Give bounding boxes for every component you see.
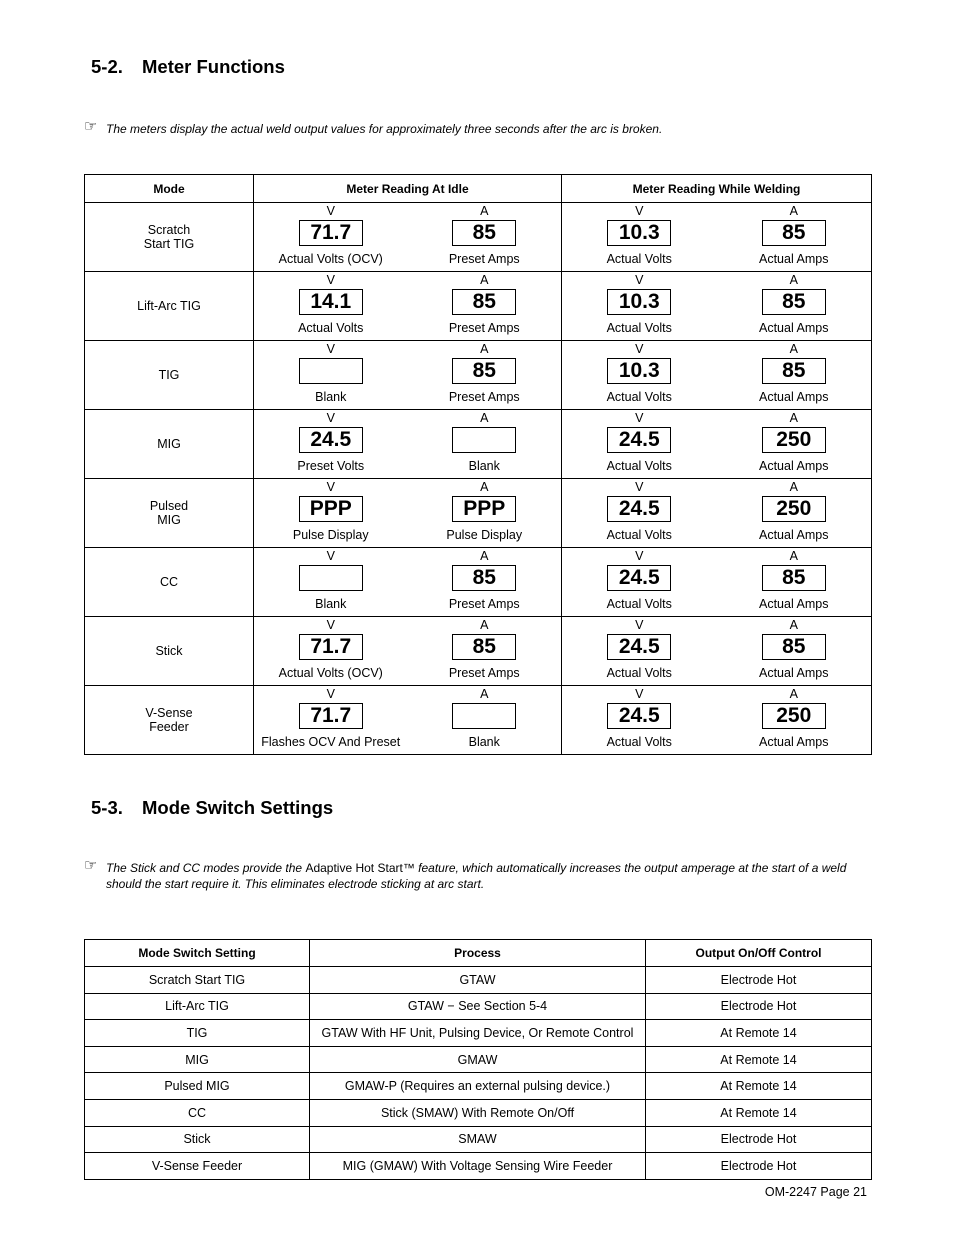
- welding-reading-cell: [562, 203, 872, 272]
- voltmeter: [254, 479, 408, 547]
- ammeter: [717, 203, 872, 271]
- meter-label: Blank: [315, 390, 347, 404]
- mode-switch-setting-cell: Pulsed MIG: [85, 1073, 310, 1100]
- meter-label: Actual Amps: [759, 459, 829, 473]
- mode-switch-setting-cell: Stick: [85, 1126, 310, 1153]
- column-header-mode: Mode: [85, 175, 254, 203]
- meter-display: 10.3: [607, 289, 671, 315]
- voltmeter: [254, 686, 408, 754]
- output-control-cell: Electrode Hot: [646, 1153, 872, 1180]
- output-control-cell: At Remote 14: [646, 1020, 872, 1047]
- meter-display: 24.5: [607, 703, 671, 729]
- meter-unit: V: [635, 687, 644, 701]
- table-row: [85, 993, 872, 1020]
- meter-label: Actual Volts (OCV): [278, 666, 383, 680]
- voltmeter: [254, 548, 408, 616]
- meter-label: Actual Amps: [759, 528, 829, 542]
- meter-unit: A: [789, 204, 798, 218]
- process-cell: GMAW: [310, 1046, 646, 1073]
- mode-name: Feeder: [149, 720, 189, 734]
- meter-label: Pulse Display: [446, 528, 523, 542]
- pointing-hand-icon: ☞: [84, 857, 98, 874]
- mode-cell: [85, 203, 254, 272]
- table-row: [85, 548, 872, 617]
- mode-name: MIG: [157, 513, 181, 527]
- meter-unit: A: [789, 411, 798, 425]
- mode-switch-setting-cell: CC: [85, 1099, 310, 1126]
- meter-display: 24.5: [607, 496, 671, 522]
- mode-switch-setting-cell: Scratch Start TIG: [85, 967, 310, 994]
- table-row: [85, 1046, 872, 1073]
- meter-display: 10.3: [607, 358, 671, 384]
- ammeter: [717, 479, 872, 547]
- table-row: [85, 1099, 872, 1126]
- meter-display: 85: [452, 289, 516, 315]
- meter-display: 10.3: [607, 220, 671, 246]
- meter-unit: V: [635, 618, 644, 632]
- meter-label: Preset Volts: [297, 459, 365, 473]
- voltmeter: [254, 272, 408, 340]
- meter-unit: V: [635, 342, 644, 356]
- page-footer: OM-2247 Page 21: [764, 1185, 867, 1199]
- meter-label: Blank: [315, 597, 347, 611]
- meter-label: Actual Amps: [759, 252, 829, 266]
- idle-reading-cell: [254, 203, 562, 272]
- column-header-process: Process: [310, 940, 646, 967]
- mode-switch-setting-cell: TIG: [85, 1020, 310, 1047]
- mode-switch-setting-cell: Lift-Arc TIG: [85, 993, 310, 1020]
- meter-label: Actual Volts: [606, 528, 672, 542]
- mode-name: Scratch: [147, 223, 191, 237]
- meter-unit: V: [326, 480, 335, 494]
- output-control-cell: At Remote 14: [646, 1046, 872, 1073]
- ammeter: [408, 548, 562, 616]
- process-cell: GTAW With HF Unit, Pulsing Device, Or Remote Control: [310, 1020, 646, 1047]
- meter-display: [452, 427, 516, 453]
- idle-reading-cell: [254, 686, 562, 755]
- process-cell: GTAW − See Section 5-4: [310, 993, 646, 1020]
- ammeter: [408, 341, 562, 409]
- meter-unit: A: [789, 480, 798, 494]
- welding-reading-cell: [562, 410, 872, 479]
- meter-label: Actual Volts: [298, 321, 364, 335]
- voltmeter: [254, 410, 408, 478]
- meter-display: 24.5: [607, 427, 671, 453]
- meter-display: 85: [452, 220, 516, 246]
- meter-unit: V: [326, 411, 335, 425]
- section-title-text: Mode Switch Settings: [142, 797, 334, 818]
- voltmeter: [254, 203, 408, 271]
- meter-label: Blank: [468, 735, 500, 749]
- mode-name: Start TIG: [143, 237, 195, 251]
- idle-reading-cell: [254, 272, 562, 341]
- meter-label: Preset Amps: [448, 597, 520, 611]
- table-row: [85, 617, 872, 686]
- idle-reading-cell: [254, 617, 562, 686]
- meter-display: 85: [762, 358, 826, 384]
- note-text: [106, 860, 874, 892]
- meter-display: 24.5: [607, 565, 671, 591]
- meter-unit: V: [326, 273, 335, 287]
- meter-display: 71.7: [299, 703, 363, 729]
- table-row: [85, 1153, 872, 1180]
- idle-reading-cell: [254, 479, 562, 548]
- meter-unit: A: [789, 342, 798, 356]
- meter-label: Actual Amps: [759, 390, 829, 404]
- meter-unit: V: [326, 204, 335, 218]
- ammeter: [408, 203, 562, 271]
- ammeter: [717, 341, 872, 409]
- meter-display: PPP: [452, 496, 516, 522]
- table-row: [85, 1073, 872, 1100]
- process-cell: MIG (GMAW) With Voltage Sensing Wire Feeder: [310, 1153, 646, 1180]
- table-header-row: [85, 175, 872, 203]
- ammeter: [408, 410, 562, 478]
- section-number: 5-2.: [91, 56, 123, 77]
- ammeter: [717, 410, 872, 478]
- column-header-idle: Meter Reading At Idle: [254, 175, 562, 203]
- meter-label: Actual Volts (OCV): [278, 252, 383, 266]
- meter-display: 71.7: [299, 220, 363, 246]
- meter-label: Actual Volts: [606, 597, 672, 611]
- note-text: The meters display the actual weld output values for approximately three seconds after the arc is broken.: [106, 122, 663, 136]
- table-row: [85, 1126, 872, 1153]
- note-meter-hold: [84, 118, 874, 137]
- mode-name: Pulsed: [149, 499, 189, 513]
- meter-display: 24.5: [299, 427, 363, 453]
- welding-reading-cell: [562, 617, 872, 686]
- output-control-cell: Electrode Hot: [646, 967, 872, 994]
- meter-unit: V: [635, 480, 644, 494]
- process-cell: GMAW-P (Requires an external pulsing device.): [310, 1073, 646, 1100]
- meter-unit: V: [635, 204, 644, 218]
- mode-switch-setting-cell: V-Sense Feeder: [85, 1153, 310, 1180]
- table-row: [85, 341, 872, 410]
- voltmeter: [254, 341, 408, 409]
- welding-reading-cell: [562, 341, 872, 410]
- table-row: [85, 203, 872, 272]
- table-row: [85, 410, 872, 479]
- meter-display: 14.1: [299, 289, 363, 315]
- meter-display: 85: [452, 634, 516, 660]
- meter-label: Actual Amps: [759, 666, 829, 680]
- mode-cell: [85, 617, 254, 686]
- voltmeter: [254, 617, 408, 685]
- output-control-cell: Electrode Hot: [646, 1126, 872, 1153]
- table-row: [85, 967, 872, 994]
- ammeter: [408, 617, 562, 685]
- voltmeter: [562, 686, 717, 754]
- meter-unit: A: [480, 273, 489, 287]
- meter-unit: A: [789, 549, 798, 563]
- ammeter: [408, 479, 562, 547]
- meter-label: Actual Volts: [606, 252, 672, 266]
- meter-label: Actual Amps: [759, 597, 829, 611]
- note-text-part: feature, which automatically increases the output amperage at the start of a weld should the start require it. This eliminates electrode sticking at arc start.: [106, 861, 847, 891]
- meter-display: 85: [452, 358, 516, 384]
- meter-label: Actual Amps: [759, 321, 829, 335]
- meter-display: 250: [762, 427, 826, 453]
- meter-unit: A: [480, 480, 489, 494]
- voltmeter: [562, 479, 717, 547]
- meter-unit: V: [326, 618, 335, 632]
- mode-cell: [85, 479, 254, 548]
- output-control-cell: Electrode Hot: [646, 993, 872, 1020]
- meter-label: Preset Amps: [448, 321, 520, 335]
- mode-cell: [85, 272, 254, 341]
- meter-unit: A: [480, 411, 489, 425]
- table-row: [85, 686, 872, 755]
- welding-reading-cell: [562, 686, 872, 755]
- mode-name: Lift-Arc TIG: [137, 299, 201, 313]
- meter-display: 250: [762, 496, 826, 522]
- mode-name: V-Sense: [145, 706, 193, 720]
- ammeter: [408, 272, 562, 340]
- mode-cell: [85, 686, 254, 755]
- meter-unit: A: [480, 687, 489, 701]
- ammeter: [408, 686, 562, 754]
- meter-label: Preset Amps: [448, 390, 520, 404]
- meter-label: Actual Volts: [606, 735, 672, 749]
- output-control-cell: At Remote 14: [646, 1073, 872, 1100]
- meter-unit: A: [789, 618, 798, 632]
- meter-unit: A: [480, 342, 489, 356]
- meter-unit: A: [789, 273, 798, 287]
- meter-label: Preset Amps: [448, 252, 520, 266]
- meter-display: 85: [762, 634, 826, 660]
- adaptive-hot-start-term: Adaptive Hot Start™: [305, 861, 415, 875]
- meter-unit: A: [480, 618, 489, 632]
- meter-display: 85: [762, 565, 826, 591]
- mode-name: MIG: [157, 437, 181, 451]
- meter-label: Preset Amps: [448, 666, 520, 680]
- meter-unit: V: [326, 342, 335, 356]
- note-adaptive-hot-start: [84, 857, 874, 892]
- meter-display: [452, 703, 516, 729]
- meter-display: 250: [762, 703, 826, 729]
- meter-label: Actual Volts: [606, 321, 672, 335]
- voltmeter: [562, 548, 717, 616]
- table-row: [85, 272, 872, 341]
- meter-label: Pulse Display: [292, 528, 369, 542]
- table-row: [85, 1020, 872, 1047]
- meter-functions-table: [84, 174, 872, 755]
- section-title-mode-switch-settings: [91, 797, 333, 819]
- meter-unit: A: [789, 687, 798, 701]
- mode-switch-table: [84, 939, 872, 1180]
- ammeter: [717, 272, 872, 340]
- note-text-part: The Stick and CC modes provide the: [106, 861, 306, 875]
- meter-label: Actual Amps: [759, 735, 829, 749]
- section-number: 5-3.: [91, 797, 123, 818]
- mode-cell: [85, 341, 254, 410]
- ammeter: [717, 686, 872, 754]
- mode-cell: [85, 548, 254, 617]
- column-header-welding: Meter Reading While Welding: [562, 175, 872, 203]
- meter-unit: V: [635, 273, 644, 287]
- meter-unit: V: [635, 411, 644, 425]
- table-header-row: [85, 940, 872, 967]
- idle-reading-cell: [254, 548, 562, 617]
- meter-unit: A: [480, 549, 489, 563]
- meter-display: 85: [452, 565, 516, 591]
- voltmeter: [562, 272, 717, 340]
- welding-reading-cell: [562, 548, 872, 617]
- meter-display: 85: [762, 220, 826, 246]
- meter-display: 85: [762, 289, 826, 315]
- meter-label: Blank: [468, 459, 500, 473]
- output-control-cell: At Remote 14: [646, 1099, 872, 1126]
- mode-name: TIG: [158, 368, 180, 382]
- meter-unit: V: [635, 549, 644, 563]
- voltmeter: [562, 341, 717, 409]
- meter-display: PPP: [299, 496, 363, 522]
- meter-display: 24.5: [607, 634, 671, 660]
- voltmeter: [562, 617, 717, 685]
- meter-unit: A: [480, 204, 489, 218]
- idle-reading-cell: [254, 341, 562, 410]
- process-cell: SMAW: [310, 1126, 646, 1153]
- process-cell: Stick (SMAW) With Remote On/Off: [310, 1099, 646, 1126]
- voltmeter: [562, 203, 717, 271]
- meter-display: [299, 565, 363, 591]
- meter-display: 71.7: [299, 634, 363, 660]
- column-header-output-control: Output On/Off Control: [646, 940, 872, 967]
- mode-cell: [85, 410, 254, 479]
- ammeter: [717, 548, 872, 616]
- section-title-text: Meter Functions: [142, 56, 285, 77]
- mode-switch-setting-cell: MIG: [85, 1046, 310, 1073]
- meter-unit: V: [326, 549, 335, 563]
- voltmeter: [562, 410, 717, 478]
- meter-display: [299, 358, 363, 384]
- section-title-meter-functions: [91, 56, 285, 78]
- process-cell: GTAW: [310, 967, 646, 994]
- meter-label: Actual Volts: [606, 390, 672, 404]
- table-row: [85, 479, 872, 548]
- mode-name: Stick: [155, 644, 183, 658]
- welding-reading-cell: [562, 272, 872, 341]
- meter-unit: V: [326, 687, 335, 701]
- mode-name: CC: [159, 575, 179, 589]
- meter-label: Flashes OCV And Preset: [261, 735, 401, 749]
- ammeter: [717, 617, 872, 685]
- meter-label: Actual Volts: [606, 459, 672, 473]
- idle-reading-cell: [254, 410, 562, 479]
- meter-label: Actual Volts: [606, 666, 672, 680]
- pointing-hand-icon: ☞: [84, 118, 98, 135]
- welding-reading-cell: [562, 479, 872, 548]
- column-header-mode-switch: Mode Switch Setting: [85, 940, 310, 967]
